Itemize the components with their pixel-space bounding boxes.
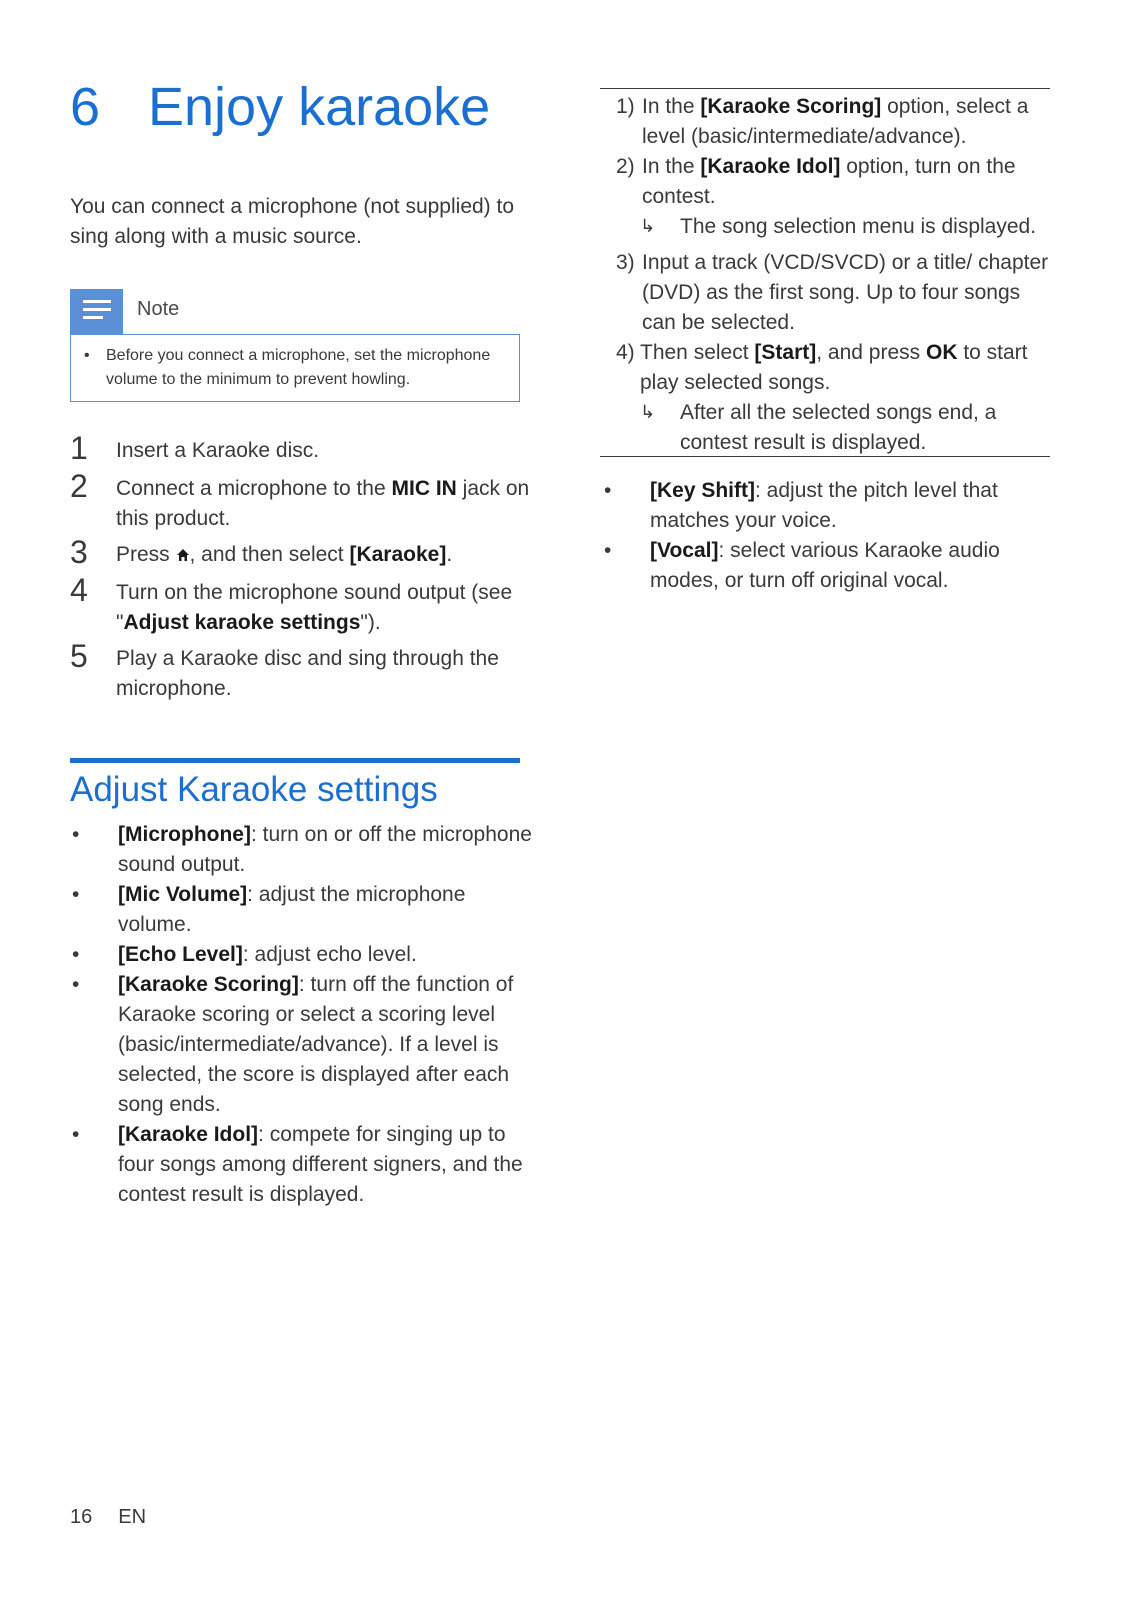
substeps-bottom-rule (600, 456, 1050, 457)
substeps-top-rule (600, 88, 1050, 89)
intro-text: You can connect a microphone (not supplied) to sing along with a music source. (70, 195, 515, 248)
chapter-title: Enjoy karaoke (148, 77, 491, 137)
note-icon (70, 289, 123, 334)
chapter-number: 6 (70, 77, 101, 137)
link-adjust-karaoke-settings[interactable]: Adjust karaoke settings (123, 611, 361, 634)
result-arrow-icon: ↳ (640, 402, 656, 423)
home-icon (176, 541, 190, 555)
note-label: Note (137, 298, 180, 320)
page-footer (70, 1506, 146, 1529)
section-rule (70, 758, 520, 763)
page-number: 16 (70, 1506, 93, 1528)
note-text: Before you connect a microphone, set the microphone volume to the minimum to prevent howling. (106, 347, 491, 388)
note-bullet: • (84, 347, 90, 364)
section-title: Adjust Karaoke settings (70, 770, 438, 809)
language-code: EN (118, 1506, 147, 1528)
result-arrow-icon: ↳ (640, 216, 656, 237)
